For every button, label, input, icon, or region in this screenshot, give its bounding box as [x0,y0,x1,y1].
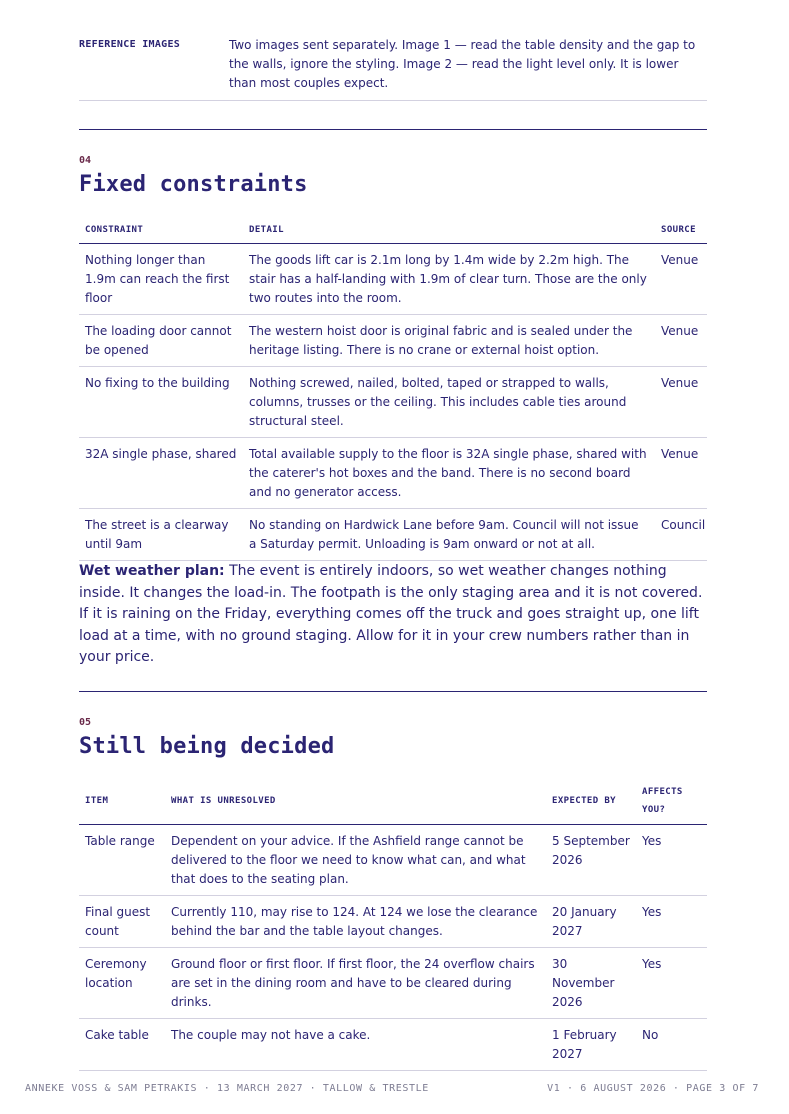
expected-cell: 20 January 2027 [546,896,636,948]
table-row [79,367,707,438]
table-row [79,315,707,367]
column-header-expected-by: EXPECTED BY [546,778,636,825]
affects-cell: Yes [636,825,707,896]
detail-cell: Nothing screwed, nailed, bolted, taped or strapped to walls, columns, trusses or the ceiling. This includes cable ties around structural steel. [243,367,655,438]
constraint-cell: 32A single phase, shared [79,438,243,509]
table-row [79,948,707,1019]
source-cell: Venue [655,438,707,509]
column-header-constraint: CONSTRAINT [79,217,243,244]
expected-cell: 1 February 2027 [546,1019,636,1071]
source-cell: Venue [655,244,707,315]
footer-right: V1 · 6 AUGUST 2026 · PAGE 3 OF 7 [547,1083,759,1094]
section-number: 04 [79,155,92,166]
affects-cell: Yes [636,896,707,948]
section-divider [79,691,707,692]
table-row [79,1019,707,1071]
column-header-detail: DETAIL [243,217,655,244]
column-header-source: SOURCE [655,217,707,244]
reference-images-row [79,36,707,101]
section-divider [79,129,707,130]
affects-cell: No [636,1019,707,1071]
section-title: Still being decided [79,734,335,759]
reference-images-text: Two images sent separately. Image 1 — read the table density and the gap to the walls, ignore the styling. Image 2 — read the light level only. It is lower than most couples expect. [229,38,696,90]
reference-images-label: REFERENCE IMAGES [79,39,181,50]
constraint-cell: Nothing longer than 1.9m can reach the first floor [79,244,243,315]
constraints-table [79,217,707,561]
item-cell: Final guest count [79,896,165,948]
source-cell: Venue [655,367,707,438]
table-header-row [79,778,707,825]
table-row [79,509,707,561]
item-cell: Cake table [79,1019,165,1071]
expected-cell: 30 November 2026 [546,948,636,1019]
detail-cell: The western hoist door is original fabric and is sealed under the heritage listing. There is no crane or external hoist option. [243,315,655,367]
constraint-cell: The street is a clearway until 9am [79,509,243,561]
constraint-cell: No fixing to the building [79,367,243,438]
detail-cell: No standing on Hardwick Lane before 9am. Council will not issue a Saturday permit. Unloading is 9am onward or not at all. [243,509,655,561]
unresolved-cell: Ground floor or first floor. If first floor, the 24 overflow chairs are set in the dining room and have to be cleared during drinks. [165,948,546,1019]
table-row [79,896,707,948]
source-cell: Council [655,509,707,561]
column-header-unresolved: WHAT IS UNRESOLVED [165,778,546,825]
wet-weather-label: Wet weather plan: [79,563,225,579]
item-cell: Ceremony location [79,948,165,1019]
detail-cell: Total available supply to the floor is 32A single phase, shared with the caterer's hot boxes and the band. There is no second board and no generator access. [243,438,655,509]
detail-cell: The goods lift car is 2.1m long by 1.4m wide by 2.2m high. The stair has a half-landing with 1.9m of clear turn. Those are the only two routes into the room. [243,244,655,315]
table-row [79,825,707,896]
source-cell: Venue [655,315,707,367]
section-title: Fixed constraints [79,172,308,197]
table-header-row [79,217,707,244]
footer-left: ANNEKE VOSS & SAM PETRAKIS · 13 MARCH 2027 · TALLOW & TRESTLE [25,1083,429,1094]
unresolved-cell: The couple may not have a cake. [165,1019,546,1071]
unresolved-cell: Currently 110, may rise to 124. At 124 we lose the clearance behind the bar and the table layout changes. [165,896,546,948]
expected-cell: 5 September 2026 [546,825,636,896]
item-cell: Table range [79,825,165,896]
wet-weather-text: The event is entirely indoors, so wet weather changes nothing inside. It changes the load-in. The footpath is the only staging area and it is not covered. If it is raining on the Friday, everything comes off the truck and goes straight up, one lift load at a time, with no ground staging. Allow for it in your crew numbers rather than in your price. [79,563,703,666]
wet-weather-paragraph [79,561,707,669]
column-header-item: ITEM [79,778,165,825]
section-number: 05 [79,717,92,728]
column-header-affects-you: AFFECTS YOU? [636,778,707,825]
affects-cell: Yes [636,948,707,1019]
table-row [79,244,707,315]
undecided-table [79,778,707,1071]
constraint-cell: The loading door cannot be opened [79,315,243,367]
table-row [79,438,707,509]
unresolved-cell: Dependent on your advice. If the Ashfield range cannot be delivered to the floor we need to know what can, and what that does to the seating plan. [165,825,546,896]
